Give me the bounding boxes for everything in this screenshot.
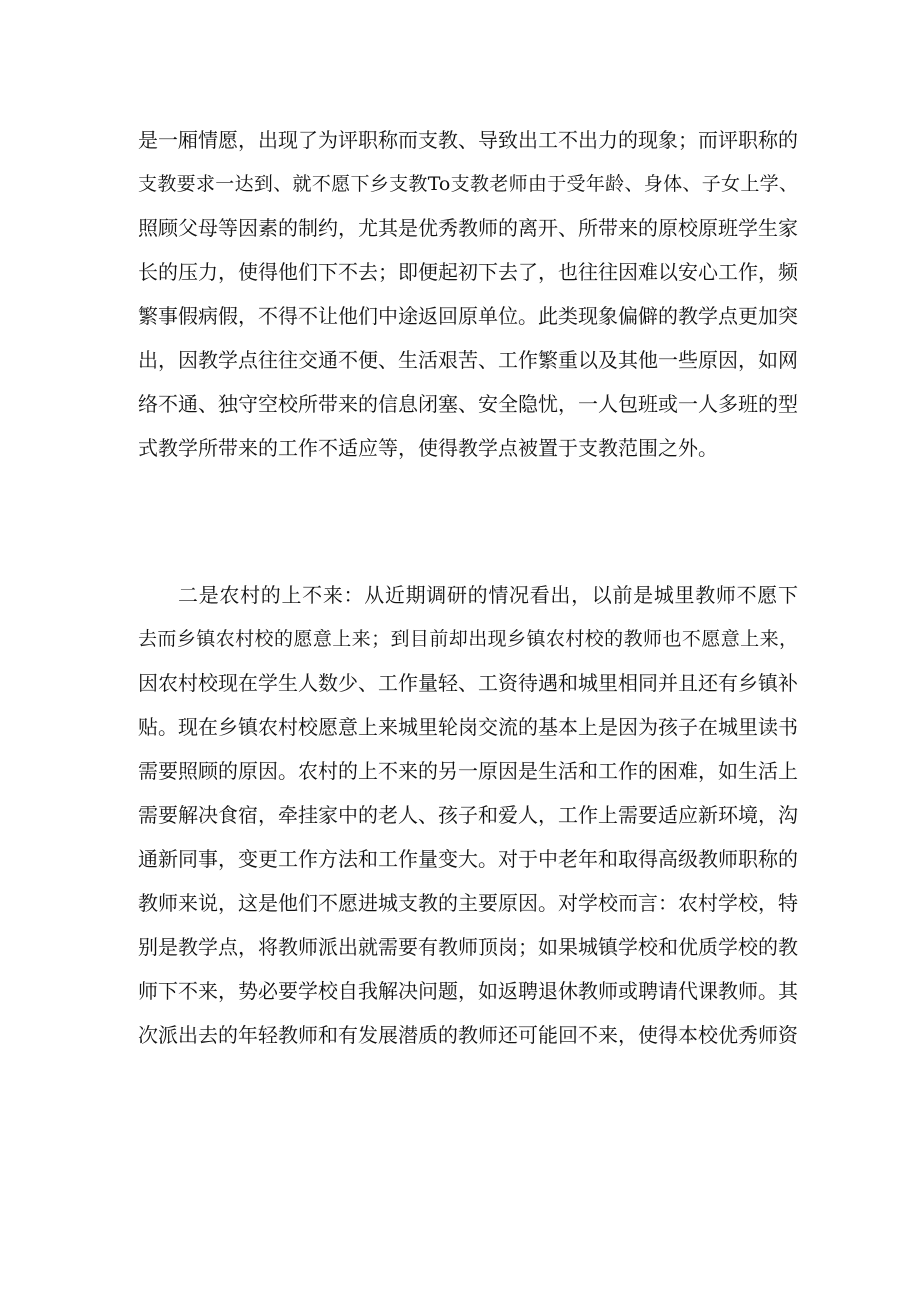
text-line: 二是农村的上不来：从近期调研的情况看出，以前是城里教师不愿下 — [178, 583, 798, 607]
text-line: 需要照顾的原因。农村的上不来的另一原因是生活和工作的困难，如生活上 — [138, 759, 798, 783]
text-line: 别是教学点，将教师派出就需要有教师顶岗；如果城镇学校和优质学校的教 — [138, 935, 798, 959]
text-line: 需要解决食宿，牵挂家中的老人、孩子和爱人，工作上需要适应新环境，沟 — [138, 803, 798, 827]
text-line: 照顾父母等因素的制约，尤其是优秀教师的离开、所带来的原校原班学生家 — [138, 216, 798, 240]
text-line: 因农村校现在学生人数少、工作量轻、工资待遇和城里相同并且还有乡镇补 — [138, 671, 798, 695]
text-line: 是一厢情愿，出现了为评职称而支教、导致出工不出力的现象；而评职称的 — [138, 128, 798, 152]
text-line: 支教要求一达到、就不愿下乡支教To支教老师由于受年龄、身体、子女上学、 — [138, 173, 798, 195]
text-line: 繁事假病假，不得不让他们中途返回原单位。此类现象偏僻的教学点更加突 — [138, 304, 798, 328]
text-line: 络不通、独守空校所带来的信息闭塞、安全隐忧，一人包班或一人多班的型 — [138, 392, 798, 416]
text-line: 出，因教学点往往交通不便、生活艰苦、工作繁重以及其他一些原因，如网 — [138, 348, 798, 372]
text-line: 教师来说，这是他们不愿进城支教的主要原因。对学校而言：农村学校，特 — [138, 891, 798, 915]
paragraph-2 — [138, 573, 798, 1057]
text-line: 师下不来，势必要学校自我解决问题，如返聘退休教师或聘请代课教师。其 — [138, 979, 798, 1003]
paragraph-1 — [138, 118, 798, 470]
text-line: 贴。现在乡镇农村校愿意上来城里轮岗交流的基本上是因为孩子在城里读书 — [138, 715, 798, 739]
text-line: 式教学所带来的工作不适应等，使得教学点被置于支教范围之外。 — [138, 436, 718, 460]
text-line: 通新同事，变更工作方法和工作量变大。对于中老年和取得高级教师职称的 — [138, 847, 798, 871]
text-line: 次派出去的年轻教师和有发展潜质的教师还可能回不来，使得本校优秀师资 — [138, 1023, 798, 1047]
text-line: 去而乡镇农村校的愿意上来；到目前却出现乡镇农村校的教师也不愿意上来， — [138, 628, 798, 650]
text-line: 长的压力，使得他们下不去；即便起初下去了，也往往因难以安心工作，频 — [138, 260, 798, 284]
